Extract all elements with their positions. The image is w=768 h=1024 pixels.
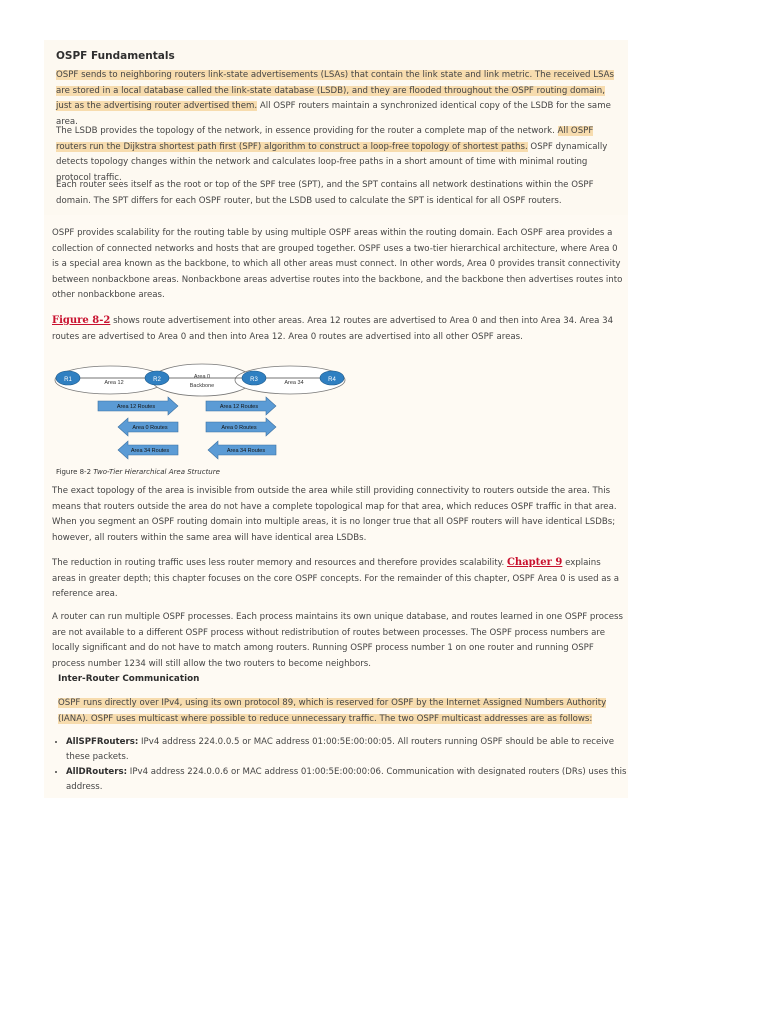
list-item [66, 735, 636, 765]
paragraph-figure-ref [52, 313, 624, 345]
list-text: IPv4 address 224.0.0.5 or MAC address 01:00:5E:00:00:05. All routers running OSPF should be able to receive these packets. [66, 737, 615, 762]
arrow-label: Area 34 Routes [226, 448, 266, 454]
arrow-right [206, 397, 276, 415]
arrow-right [206, 418, 276, 436]
arrow-left [208, 441, 276, 459]
caption-text: Two-Tier Hierarchical Area Structure [93, 468, 220, 476]
paragraph-topology: The exact topology of the area is invisible from outside the area while still providing connectivity to routers outside the area. This means that routers outside the area do not have a complete topological map for that area, which reduces OSPF traffic in that area. When you segment an OSPF routing domain into multiple areas, it is no longer true that all OSPF routers will have identical LSDBs; however, all routers within the same area will have identical area LSDBs. [52, 486, 617, 543]
paragraph-text: All OSPF routers maintain a synchronized identical copy of the LSDB for the same area. [56, 101, 611, 127]
caption-label: Figure 8-2 [56, 468, 92, 476]
list-item [66, 765, 636, 795]
arrow-left [118, 441, 178, 459]
highlighted-text: OSPF sends to neighboring routers link-state advertisements (LSAs) that contain the link state and link metric. The received LSAs are stored in a local database called the link-state database (LSDB), and they are flooded throughout the OSPF routing domain, just as the advertising router advertised them. [56, 70, 614, 111]
paragraph-protocol-89 [58, 696, 620, 727]
arrow-label: Area 12 Routes [219, 404, 259, 410]
list-term: AllDRouters: [66, 767, 128, 777]
router-icon [145, 371, 169, 385]
multicast-address-list [52, 735, 636, 795]
figure-two-tier-area [50, 356, 350, 466]
router-icon [320, 371, 344, 385]
section-heading: OSPF Fundamentals [56, 50, 175, 62]
paragraph-spt: Each router sees itself as the root or top of the SPF tree (SPT), and the SPT contains all network destinations within the OSPF domain. The SPT differs for each OSPF router, but the LSDB used to calculate the SPT is identical for all OSPF routers. [56, 180, 594, 206]
area-label: Area 0 [193, 374, 211, 380]
highlighted-text: All OSPF routers run the Dijkstra shortest path first (SPF) algorithm to construct a loop-free topology of shortest paths. [56, 126, 594, 152]
figure-caption [56, 468, 220, 476]
arrow-right [98, 397, 178, 415]
highlighted-text: OSPF runs directly over IPv4, using its own protocol 89, which is reserved for OSPF by the Internet Assigned Numbers Authority (IANA). OSPF uses multicast where possible to reduce unnecessary traffic. The two OSPF multicast addresses are as follows: [58, 698, 607, 724]
paragraph-text: shows route advertisement into other areas. Area 12 routes are advertised to Area 0 and then into Area 34. Area 34 routes are advertised to Area 0 and then into Area 12. Area 0 routes are advertised into all other OSPF areas. [52, 316, 614, 342]
arrow-label: Area 0 Routes [132, 425, 168, 431]
area-label: Backbone [189, 383, 215, 389]
router-icon [242, 371, 266, 385]
paragraph-processes: A router can run multiple OSPF processes. Each process maintains its own unique database, and routes learned in one OSPF process are not available to a different OSPF process without redistribution of routes between processes. The OSPF process numbers are locally significant and do not have to match among routers. Running OSPF process number 1 on one router and running OSPF process number 1234 will still allow the two routers to become neighbors. [52, 612, 623, 669]
arrow-left [118, 418, 178, 436]
paragraph-text: The LSDB provides the topology of the network, in essence providing for the router a complete map of the network. [56, 126, 558, 136]
arrow-label: Area 12 Routes [116, 404, 156, 410]
paragraph-scalability: OSPF provides scalability for the routing table by using multiple OSPF areas within the routing domain. Each OSPF area provides a collection of connected networks and hosts that are grouped together. OSPF uses a two-tier hierarchical architecture, where Area 0 is a special area known as the backbone, to which all other areas must connect. In other words, Area 0 provides transit connectivity between nonbackbone areas. Nonbackbone areas advertise routes into the backbone, and the backbone then advertises routes into other nonbackbone areas. [52, 228, 623, 300]
paragraph-text: OSPF dynamically detects topology changes within the network and calculates loop-free paths in a short amount of time with minimal routing protocol traffic. [56, 141, 608, 183]
router-label: R3 [250, 377, 258, 383]
area-label: Area 34 [284, 380, 304, 386]
paragraph-text: The reduction in routing traffic uses less router memory and resources and therefore provides scalability. [52, 558, 507, 568]
arrow-label: Area 34 Routes [130, 448, 170, 454]
paragraph-text: explains areas in greater depth; this chapter focuses on the core OSPF concepts. For the remainder of this chapter, OSPF Area 0 is used as a reference area. [52, 558, 620, 599]
paragraph-lsdb [56, 124, 622, 186]
router-label: R1 [64, 377, 72, 383]
paragraph-reduction [52, 555, 624, 603]
router-label: R4 [328, 377, 336, 383]
figure-8-2-link[interactable]: Figure 8-2 [52, 315, 111, 326]
router-label: R2 [153, 377, 161, 383]
router-icon [56, 371, 80, 385]
area-label: Area 12 [104, 380, 124, 386]
paragraph-lsa [56, 68, 622, 130]
arrow-label: Area 0 Routes [221, 425, 257, 431]
subsection-heading: Inter-Router Communication [58, 674, 200, 684]
chapter-9-link[interactable]: Chapter 9 [506, 557, 563, 568]
list-text: IPv4 address 224.0.0.6 or MAC address 01:00:5E:00:00:06. Communication with designated routers (DRs) uses this address. [66, 767, 627, 792]
list-term: AllSPFRouters: [66, 737, 139, 747]
